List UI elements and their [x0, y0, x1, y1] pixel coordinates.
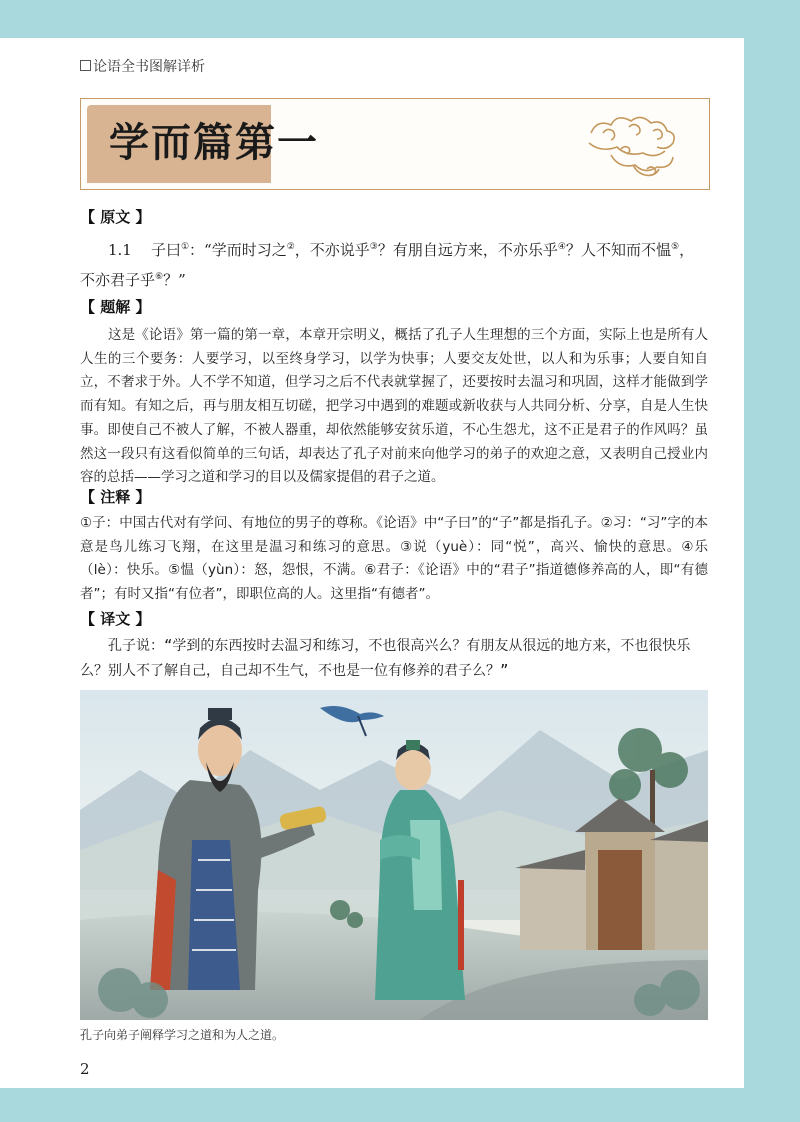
note-mark: ⑤ — [670, 242, 680, 252]
original-segment: 子曰 — [150, 241, 181, 259]
section-label-original: 【 原文 】 — [80, 208, 151, 226]
running-head — [80, 56, 205, 76]
original-segment: ？” — [163, 271, 186, 289]
section-label-translation: 【 译文 】 — [80, 610, 151, 628]
illustration-confucius-and-disciple — [80, 690, 708, 1020]
running-head-text: 论语全书图解详析 — [93, 59, 205, 75]
note-mark: ① — [180, 242, 190, 252]
original-segment: ？有朋自远方来，不亦乐乎 — [377, 241, 558, 259]
notes-text: ①子：中国古代对有学问、有地位的男子的尊称。《论语》中“子曰”的“子”都是指孔子。②习：“习”字的本意是鸟儿练习飞翔，在这里是温习和练习的意思。③说（yuè）：同“悦”，高兴、愉快的意思。④乐（lè）：快乐。⑤愠（yùn）：怒，怨恨，不满。⑥君子：《论语》中的“君子”指道德修养高的人，即“有德者”；有时又指“有位者”，即职位高的人。这里指“有德者”。 — [80, 515, 708, 602]
note-mark: ② — [286, 242, 295, 252]
original-segment: ：“学而时习之 — [189, 241, 287, 259]
chapter-title-band — [80, 98, 710, 190]
original-segment: ？人不知而不愠 — [565, 241, 671, 259]
chapter-title: 学而篇第一 — [109, 120, 319, 166]
translation-text: 孔子说：“学到的东西按时去温习和练习，不也很高兴么？有朋友从很远的地方来，不也很快乐么？别人不了解自己，自己却不生气，不也是一位有修养的君子么？” — [80, 638, 691, 679]
note-mark: ⑥ — [155, 272, 164, 282]
analysis-text: 这是《论语》第一篇的第一章，本章开宗明义，概括了孔子人生理想的三个方面，实际上也是所有人人生的三个要务：人要学习，以至终身学习，以学为快事；人要交友处世，以人和为乐事；人要自知自立，不奢求于外。人不学不知道，但学习之后不代表就掌握了，还要按时去温习和巩固，这样才能做到学而有知。有知之后，再与朋友相互切磋，把学习中遇到的难题或新收获与人共同分析、分享，自是人生快事。即使自己不被人了解，不被人器重，却依然能够安贫乐道，不心生怨尤，这不正是君子的作风吗？虽然这一段只有这看似简单的三句话，却表达了孔子对前来向他学习的弟子的欢迎之意，又表明自己授业内容的总括——学习之道和学习的目以及儒家提倡的君子之道。 — [80, 327, 708, 486]
auspicious-cloud-icon — [581, 103, 701, 185]
original-segment: ，不亦君子乎 — [80, 241, 695, 289]
original-number: 1.1 — [108, 241, 132, 259]
note-mark: ④ — [557, 242, 566, 252]
illustration-caption: 孔子向弟子阐释学习之道和为人之道。 — [80, 1028, 285, 1042]
section-label-analysis: 【 题解 】 — [80, 298, 151, 316]
original-segment: ，不亦说乎 — [294, 241, 370, 259]
square-icon — [80, 60, 91, 71]
note-mark: ③ — [369, 242, 378, 252]
section-label-notes: 【 注释 】 — [80, 488, 151, 506]
original-text — [80, 234, 708, 294]
page — [0, 38, 744, 1088]
page-number: 2 — [80, 1060, 90, 1078]
